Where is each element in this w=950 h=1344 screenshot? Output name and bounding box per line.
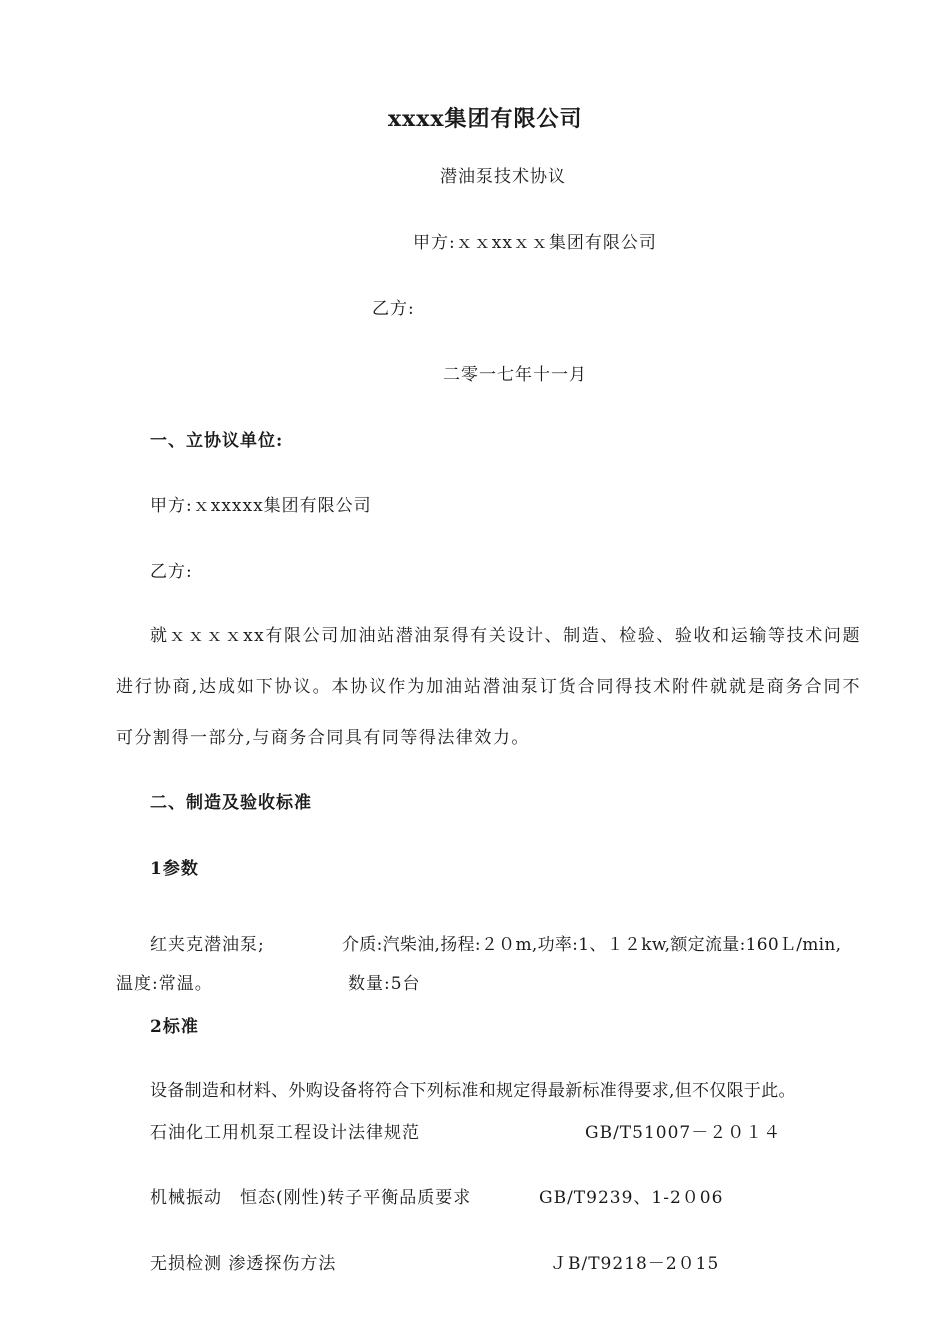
document-title: 潜油泵技术协议 (440, 167, 566, 187)
section1-body-paragraph: 就ｘｘｘｘxx有限公司加油站潜油泵得有关设计、制造、检验、验收和运输等技术问题进行协商,达成如下协议。本协议作为加油站潜油泵订货合同得技术附件就就是商务合同不可分割得一部分,与商务合同具有同等得法律效力。 (116, 626, 861, 748)
standard-code: GB/T51007－２０１４ (585, 1123, 782, 1143)
standards-intro: 设备制造和材料、外购设备将符合下列标准和规定得最新标准得要求,但不仅限于此。 (150, 1081, 796, 1101)
header-party-b: 乙方: (372, 299, 415, 319)
params-spec: 介质:汽柴油,扬程:２０m,功率:1、１２kw,额定流量:160Ｌ/min, (342, 935, 842, 955)
header-party-a: 甲方:ｘｘxxｘｘ集团有限公司 (413, 233, 657, 253)
standard-name: 石油化工用机泵工程设计法律规范 (150, 1123, 420, 1143)
standard-name: 机械振动 恒态(刚性)转子平衡品质要求 (150, 1188, 472, 1208)
standard-code: GB/T9239、1-2０06 (539, 1188, 724, 1208)
section1-party-b: 乙方: (150, 562, 193, 582)
section2-heading: 二、制造及验收标准 (150, 793, 312, 813)
standard-code: ＪB/T9218－2０15 (550, 1254, 720, 1274)
document-date: 二零一七年十一月 (443, 365, 587, 385)
section1-party-a: 甲方:ｘxxxxx集团有限公司 (150, 496, 372, 516)
sub2-heading: 2标准 (150, 1017, 199, 1037)
standard-name: 无损检测 渗透探伤方法 (150, 1254, 337, 1274)
section1-heading: 一、立协议单位: (150, 431, 284, 451)
sub1-heading: 1参数 (150, 859, 199, 879)
params-quantity: 数量:5台 (348, 974, 421, 994)
params-temperature: 温度:常温。 (116, 974, 213, 994)
params-name: 红夹克潜油泵; (150, 935, 265, 955)
company-title: xxxx集团有限公司 (388, 106, 583, 132)
